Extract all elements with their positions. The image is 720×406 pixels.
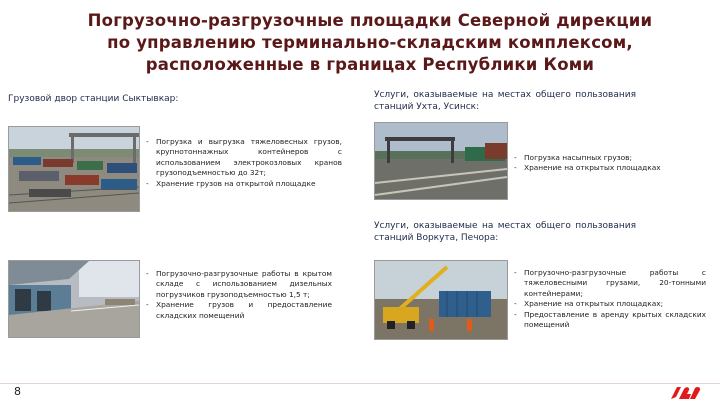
right-block2-heading: Услуги, оказываемые на местах общего пользования станций Воркута, Печора:: [374, 221, 636, 243]
left-section-heading: Грузовой двор станции Сыктывкар:: [8, 94, 179, 104]
rzd-logo-icon: [668, 384, 702, 402]
page-title: [60, 10, 680, 76]
list-item: - Погрузочно-разгрузочные работы в крытом складе с использованием дизельных погрузчиков грузоподъемностью 1,5 т;: [146, 269, 332, 300]
list-item: - Хранение грузов на открытой площадке: [146, 179, 342, 189]
list-item: - Погрузка и выгрузка тяжеловесных грузов, крупнотоннажных контейнеров с использованием электрокозловых кранов грузоподъемностью до 32т;: [146, 137, 342, 179]
container-yard-photo: [8, 126, 140, 212]
right-block1-heading: Услуги, оказываемые на местах общего пользования станций Ухта, Усинск:: [374, 90, 636, 112]
right-block2-list: [514, 268, 706, 330]
mobile-crane-photo: [374, 260, 508, 340]
footer-divider: [0, 383, 720, 384]
right-block1-list: [514, 153, 704, 174]
list-item: - Хранение на открытых площадках;: [514, 299, 706, 309]
title-line-2: по управлению терминально-складским комплексом,: [107, 33, 633, 52]
title-line-1: Погрузочно-разгрузочные площадки Северной дирекции: [87, 11, 653, 30]
page-number: 8: [14, 385, 21, 398]
list-item: - Хранение на открытых площадках: [514, 163, 704, 173]
list-item: - Хранение грузов и предоставление складских помещений: [146, 300, 332, 321]
title-line-3: расположенные в границах Республики Коми: [145, 55, 595, 74]
list-item: - Предоставление в аренду крытых складских помещений: [514, 310, 706, 331]
left-block2-list: [146, 269, 332, 321]
gantry-crane-photo: [374, 122, 508, 200]
warehouse-platform-photo: [8, 260, 140, 338]
list-item: - Погрузка насыпных грузов;: [514, 153, 704, 163]
left-block1-list: [146, 137, 342, 189]
list-item: - Погрузочно-разгрузочные работы с тяжеловесными грузами, 20-тонными контейнерами;: [514, 268, 706, 299]
